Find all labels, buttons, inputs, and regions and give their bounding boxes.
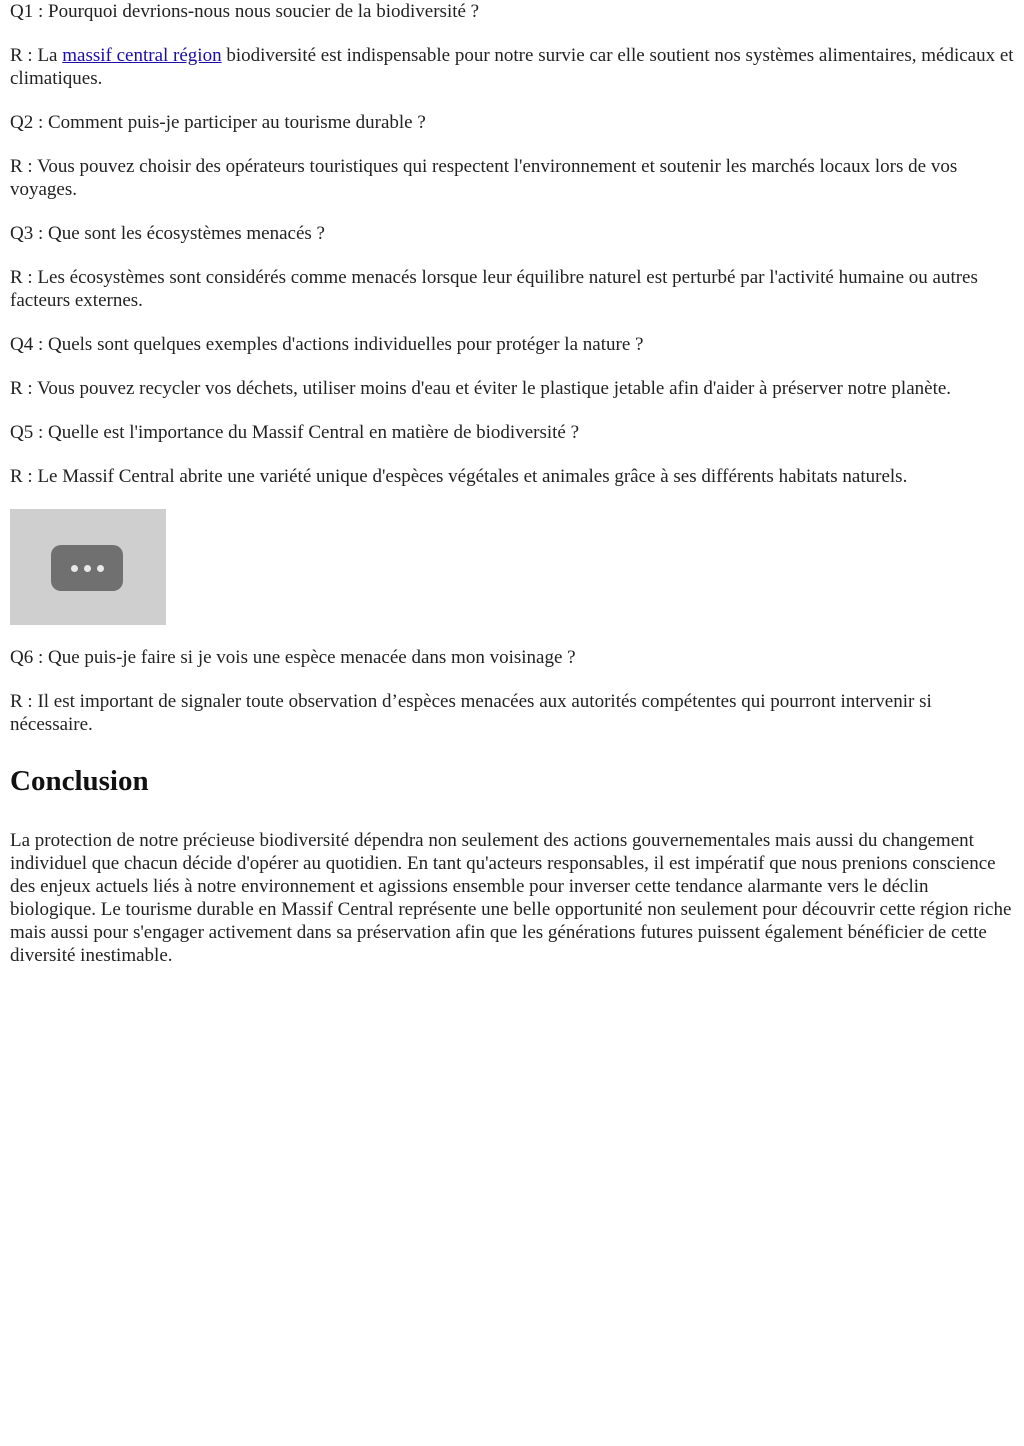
faq-question-2: Q2 : Comment puis-je participer au tourisme durable ? <box>10 112 426 133</box>
faq-answer-2: R : Vous pouvez choisir des opérateurs touristiques qui respectent l'environnement et soutenir les marchés locaux lors de vos voyages. <box>10 156 958 200</box>
conclusion-text: La protection de notre précieuse biodiversité dépendra non seulement des actions gouvernementales mais aussi du changement individuel que chacun décide d'opérer au quotidien. En tant qu'acteurs responsables, il est impératif que nous prenions conscience des enjeux actuels liés à notre environnement et agissions ensemble pour inverser cette tendance alarmante vers le déclin biologique. Le tourisme durable en Massif Central représente une belle opportunité non seulement pour découvrir cette région riche mais aussi pour s'engager activement dans sa préservation afin que les générations futures puissent également bénéficier de cette diversité inestimable. <box>10 830 1012 966</box>
faq-answer-5: R : Le Massif Central abrite une variété unique d'espèces végétales et animales grâce à ses différents habitats naturels. <box>10 466 908 487</box>
faq-answer-6: R : Il est important de signaler toute observation d’espèces menacées aux autorités compétentes qui pourront intervenir si nécessaire. <box>10 691 932 735</box>
faq-question-6: Q6 : Que puis-je faire si je vois une espèce menacée dans mon voisinage ? <box>10 647 576 668</box>
faq-question-4: Q4 : Quels sont quelques exemples d'actions individuelles pour protéger la nature ? <box>10 334 644 355</box>
dot <box>71 565 78 572</box>
dot <box>97 565 104 572</box>
faq-answer-1 <box>10 44 1014 90</box>
faq-question-5: Q5 : Quelle est l'importance du Massif Central en matière de biodiversité ? <box>10 422 580 443</box>
faq-answer-1-prefix: R : La <box>10 45 63 66</box>
conclusion-heading: Conclusion <box>10 765 149 797</box>
faq-answer-4: R : Vous pouvez recycler vos déchets, utiliser moins d'eau et éviter le plastique jetable afin d'aider à préserver notre planète. <box>10 378 952 399</box>
faq-question-1: Q1 : Pourquoi devrions-nous nous soucier de la biodiversité ? <box>10 1 480 22</box>
faq-question-3: Q3 : Que sont les écosystèmes menacés ? <box>10 223 325 244</box>
faq-answer-3: R : Les écosystèmes sont considérés comme menacés lorsque leur équilibre naturel est perturbé par l'activité humaine ou autres facteurs externes. <box>10 267 978 311</box>
dot <box>84 565 91 572</box>
massif-central-region-link[interactable]: massif central région <box>62 45 222 66</box>
more-horizontal-icon <box>51 545 123 591</box>
media-placeholder[interactable] <box>10 509 166 625</box>
faq-answer-1-suffix: biodiversité est indispensable pour notre survie car elle soutient nos systèmes alimentaires, médicaux et climatiques. <box>10 45 1014 89</box>
